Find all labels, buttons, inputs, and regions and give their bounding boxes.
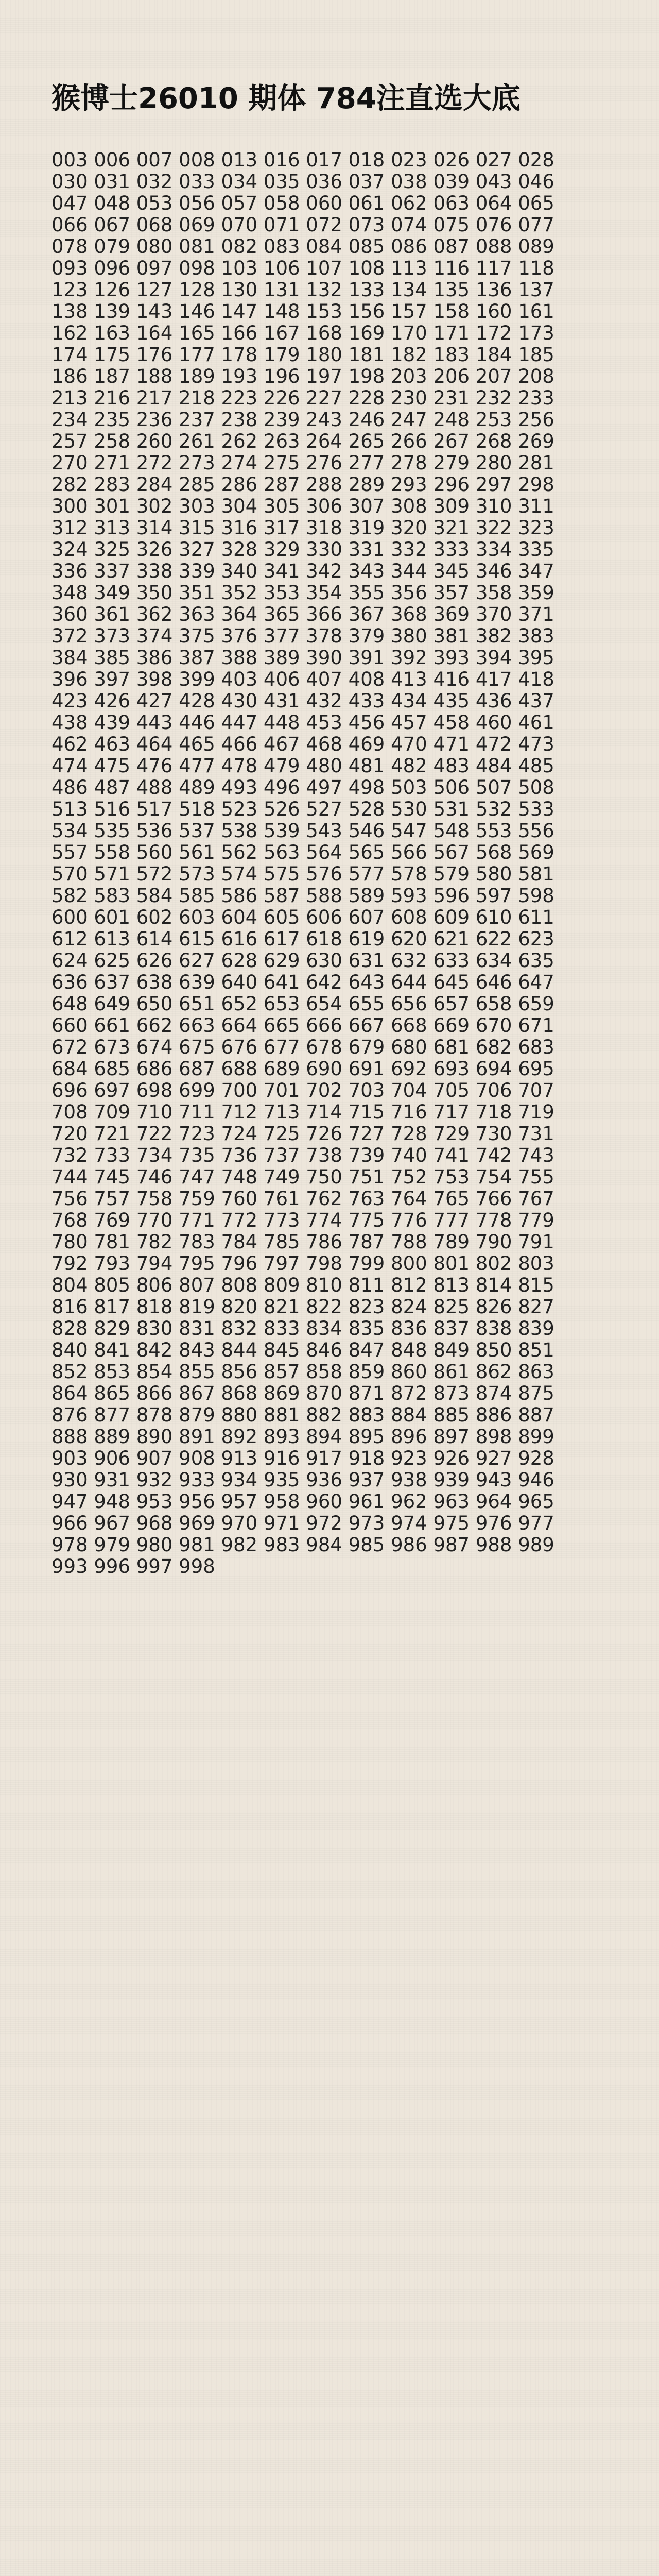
number-line: 474 475 476 477 478 479 480 481 482 483 484 485: [51, 755, 554, 777]
number-line: 864 865 866 867 868 869 870 871 872 873 874 875: [51, 1382, 554, 1404]
number-line: 078 079 080 081 082 083 084 085 086 087 088 089: [51, 235, 554, 258]
number-line: 138 139 143 146 147 148 153 156 157 158 160 161: [51, 300, 554, 323]
number-list: [51, 149, 633, 1578]
number-line: 282 283 284 285 286 287 288 289 293 296 297 298: [51, 473, 554, 496]
number-line: 780 781 782 783 784 785 786 787 788 789 790 791: [51, 1231, 554, 1253]
number-line: 696 697 698 699 700 701 702 703 704 705 706 707: [51, 1079, 554, 1101]
number-line: 557 558 560 561 562 563 564 565 566 567 568 569: [51, 841, 554, 863]
number-line: 372 373 374 375 376 377 378 379 380 381 382 383: [51, 625, 554, 647]
number-line: 360 361 362 363 364 365 366 367 368 369 370 371: [51, 603, 554, 625]
number-line: 816 817 818 819 820 821 822 823 824 825 826 827: [51, 1296, 554, 1318]
number-line: 030 031 032 033 034 035 036 037 038 039 043 046: [51, 171, 554, 193]
number-line: 660 661 662 663 664 665 666 667 668 669 670 671: [51, 1014, 554, 1037]
number-line: 903 906 907 908 913 916 917 918 923 926 927 928: [51, 1447, 554, 1469]
number-line: 396 397 398 399 403 406 407 408 413 416 417 418: [51, 668, 554, 690]
number-line: 720 721 722 723 724 725 726 727 728 729 730 731: [51, 1123, 554, 1145]
number-line: 384 385 386 387 388 389 390 391 392 393 394 395: [51, 647, 554, 669]
number-line: 804 805 806 807 808 809 810 811 812 813 814 815: [51, 1274, 554, 1296]
number-line: 636 637 638 639 640 641 642 643 644 645 646 647: [51, 971, 554, 993]
number-line: 213 216 217 218 223 226 227 228 230 231 232 233: [51, 387, 554, 409]
number-line: 513 516 517 518 523 526 527 528 530 531 532 533: [51, 798, 554, 820]
number-line: 672 673 674 675 676 677 678 679 680 681 682 683: [51, 1036, 554, 1058]
number-line: 840 841 842 843 844 845 846 847 848 849 850 851: [51, 1339, 554, 1361]
number-line: 093 096 097 098 103 106 107 108 113 116 117 118: [51, 257, 554, 279]
number-line: 348 349 350 351 352 353 354 355 356 357 358 359: [51, 582, 554, 604]
number-line: 966 967 968 969 970 971 972 973 974 975 976 977: [51, 1512, 554, 1534]
number-line: 312 313 314 315 316 317 318 319 320 321 322 323: [51, 517, 554, 539]
number-line: 003 006 007 008 013 016 017 018 023 026 027 028: [51, 149, 554, 171]
number-line: 570 571 572 573 574 575 576 577 578 579 580 581: [51, 863, 554, 885]
number-line: 123 126 127 128 130 131 132 133 134 135 136 137: [51, 279, 554, 301]
number-line: 462 463 464 465 466 467 468 469 470 471 472 473: [51, 733, 554, 755]
number-line: 186 187 188 189 193 196 197 198 203 206 207 208: [51, 365, 554, 387]
number-line: 612 613 614 615 616 617 618 619 620 621 622 623: [51, 928, 554, 950]
number-line: 324 325 326 327 328 329 330 331 332 333 334 335: [51, 538, 554, 561]
number-line: 978 979 980 981 982 983 984 985 986 987 988 989: [51, 1534, 554, 1556]
number-line: 648 649 650 651 652 653 654 655 656 657 658 659: [51, 993, 554, 1015]
number-line: 768 769 770 771 772 773 774 775 776 777 778 779: [51, 1209, 554, 1231]
number-line: 582 583 584 585 586 587 588 589 593 596 597 598: [51, 885, 554, 907]
number-line: 600 601 602 603 604 605 606 607 608 609 610 611: [51, 906, 554, 928]
number-line: 852 853 854 855 856 857 858 859 860 861 862 863: [51, 1361, 554, 1383]
number-line: 486 487 488 489 493 496 497 498 503 506 507 508: [51, 776, 554, 799]
number-line: 423 426 427 428 430 431 432 433 434 435 436 437: [51, 690, 554, 712]
number-line: 792 793 794 795 796 797 798 799 800 801 802 803: [51, 1252, 554, 1275]
note-title: 猴博士26010 期体 784注直选大底: [51, 82, 521, 115]
number-line: 234 235 236 237 238 239 243 246 247 248 253 256: [51, 409, 554, 431]
number-line: 947 948 953 956 957 958 960 961 962 963 964 965: [51, 1490, 554, 1513]
number-line: 756 757 758 759 760 761 762 763 764 765 766 767: [51, 1188, 554, 1210]
number-line: 888 889 890 891 892 893 894 895 896 897 898 899: [51, 1426, 554, 1448]
number-line: 300 301 302 303 304 305 306 307 308 309 310 311: [51, 495, 554, 517]
number-line: 876 877 878 879 880 881 882 883 884 885 886 887: [51, 1404, 554, 1426]
number-line: 828 829 830 831 832 833 834 835 836 837 838 839: [51, 1317, 554, 1340]
number-line: 066 067 068 069 070 071 072 073 074 075 076 077: [51, 214, 554, 236]
number-line: 336 337 338 339 340 341 342 343 344 345 346 347: [51, 560, 554, 582]
number-line: 047 048 053 056 057 058 060 061 062 063 064 065: [51, 192, 554, 214]
number-line: 684 685 686 687 688 689 690 691 692 693 694 695: [51, 1058, 554, 1080]
number-line: 270 271 272 273 274 275 276 277 278 279 280 281: [51, 452, 554, 474]
number-line: 162 163 164 165 166 167 168 169 170 171 172 173: [51, 322, 554, 344]
number-line: 174 175 176 177 178 179 180 181 182 183 184 185: [51, 344, 554, 366]
number-line: 993 996 997 998: [51, 1555, 215, 1578]
number-line: 708 709 710 711 712 713 714 715 716 717 718 719: [51, 1101, 554, 1123]
number-line: 744 745 746 747 748 749 750 751 752 753 754 755: [51, 1166, 554, 1188]
number-line: 732 733 734 735 736 737 738 739 740 741 742 743: [51, 1144, 554, 1166]
number-line: 930 931 932 933 934 935 936 937 938 939 943 946: [51, 1469, 554, 1491]
number-line: 624 625 626 627 628 629 630 631 632 633 634 635: [51, 950, 554, 972]
number-line: 534 535 536 537 538 539 543 546 547 548 553 556: [51, 820, 554, 842]
number-line: 438 439 443 446 447 448 453 456 457 458 460 461: [51, 711, 554, 734]
number-line: 257 258 260 261 262 263 264 265 266 267 268 269: [51, 430, 554, 452]
